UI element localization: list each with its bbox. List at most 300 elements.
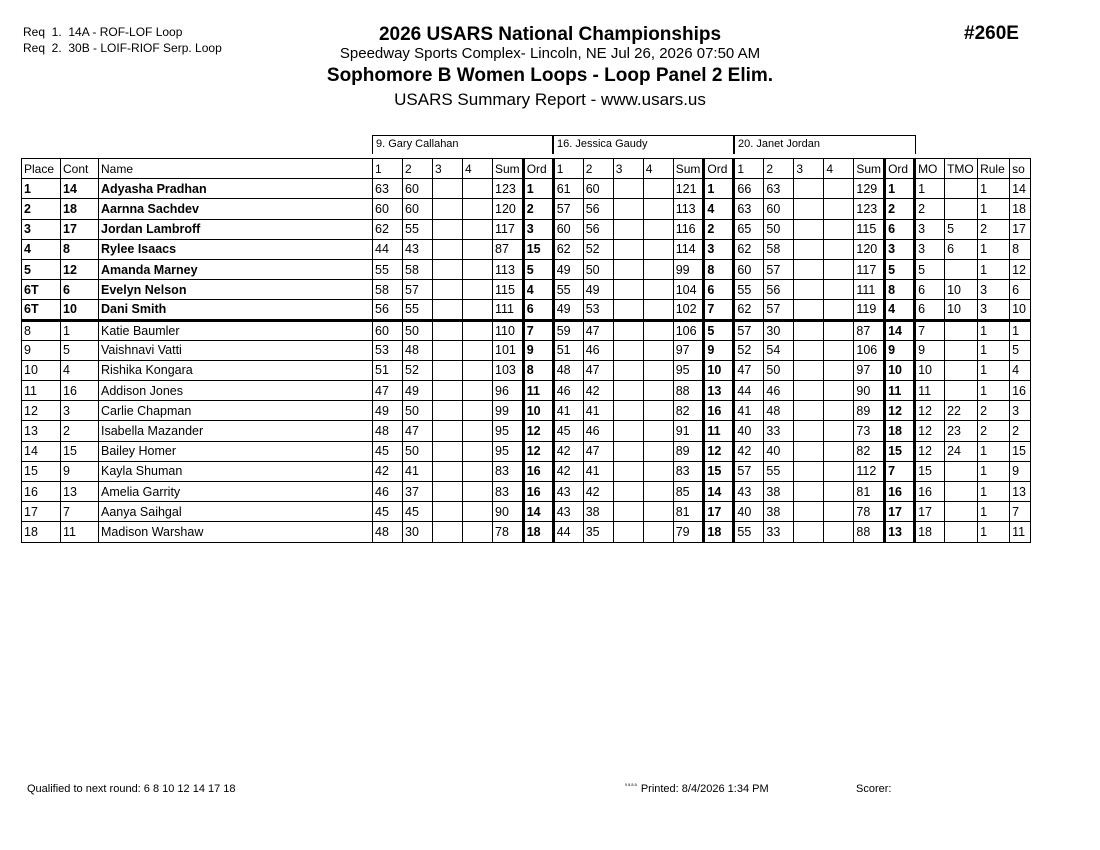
- so-cell: 2: [1010, 421, 1031, 441]
- j2-cell: 10: [704, 360, 734, 380]
- j3-cell: [824, 320, 854, 340]
- j2-cell: [643, 401, 673, 421]
- event-number: #260E: [964, 23, 1019, 44]
- j2-cell: 79: [673, 522, 704, 542]
- j3-cell: 57: [764, 300, 794, 320]
- j3-cell: 40: [734, 421, 764, 441]
- j2-cell: 49: [553, 300, 583, 320]
- j1-cell: 123: [493, 179, 524, 199]
- j3-cell: 47: [734, 360, 764, 380]
- j3-cell: 81: [854, 482, 885, 502]
- j1-cell: [433, 461, 463, 481]
- j1-cell: 30: [403, 522, 433, 542]
- j2-cell: 41: [553, 401, 583, 421]
- mo-cell: 6: [915, 300, 945, 320]
- place-cell: 11: [22, 381, 61, 401]
- j3-cell: [824, 259, 854, 279]
- j1-cell: [433, 199, 463, 219]
- cont-cell: 2: [61, 421, 99, 441]
- cont-cell: 5: [61, 340, 99, 360]
- j2-cell: 82: [673, 401, 704, 421]
- j3-cell: 115: [854, 219, 885, 239]
- table-row: [22, 300, 1031, 320]
- col-judge1-1: 1: [373, 159, 403, 179]
- col-judge2-6: Ord: [704, 159, 734, 179]
- table-row: [22, 360, 1031, 380]
- mo-cell: 3: [915, 219, 945, 239]
- so-cell: 18: [1010, 199, 1031, 219]
- j3-cell: [794, 219, 824, 239]
- j2-cell: 35: [583, 522, 613, 542]
- j1-cell: [433, 441, 463, 461]
- j2-cell: 97: [673, 340, 704, 360]
- j1-cell: 12: [523, 421, 553, 441]
- scorer-label: Scorer:: [856, 783, 892, 795]
- rule-cell: 3: [978, 300, 1010, 320]
- col-cont: Cont: [61, 159, 99, 179]
- j2-cell: 42: [553, 441, 583, 461]
- mo-cell: 12: [915, 441, 945, 461]
- j2-cell: [643, 280, 673, 300]
- j3-cell: 54: [764, 340, 794, 360]
- j3-cell: 111: [854, 280, 885, 300]
- rule-cell: 1: [978, 381, 1010, 401]
- j3-cell: [794, 259, 824, 279]
- j2-cell: [613, 461, 643, 481]
- table-row: [22, 340, 1031, 360]
- j1-cell: 113: [493, 259, 524, 279]
- mo-cell: 5: [915, 259, 945, 279]
- so-cell: 11: [1010, 522, 1031, 542]
- j3-cell: 11: [885, 381, 915, 401]
- j2-cell: [613, 522, 643, 542]
- cont-cell: 7: [61, 502, 99, 522]
- j1-cell: 62: [373, 219, 403, 239]
- j3-cell: 60: [764, 199, 794, 219]
- mo-cell: 18: [915, 522, 945, 542]
- j1-cell: [463, 320, 493, 340]
- j1-cell: [463, 421, 493, 441]
- rule-cell: 2: [978, 401, 1010, 421]
- j2-cell: 60: [583, 179, 613, 199]
- j2-cell: [613, 320, 643, 340]
- j2-cell: 85: [673, 482, 704, 502]
- rule-cell: 1: [978, 441, 1010, 461]
- j2-cell: 91: [673, 421, 704, 441]
- j3-cell: 4: [885, 300, 915, 320]
- j3-cell: 30: [764, 320, 794, 340]
- j2-cell: 47: [583, 441, 613, 461]
- place-cell: 17: [22, 502, 61, 522]
- j1-cell: 78: [493, 522, 524, 542]
- j2-cell: 114: [673, 239, 704, 259]
- j1-cell: 5: [523, 259, 553, 279]
- j2-cell: 51: [553, 340, 583, 360]
- page-title: 2026 USARS National Championships: [378, 24, 722, 45]
- j2-cell: 9: [704, 340, 734, 360]
- j1-cell: 1: [523, 179, 553, 199]
- qualified-list: Qualified to next round: 6 8 10 12 14 17 18: [27, 783, 236, 795]
- j2-cell: 48: [553, 360, 583, 380]
- j2-cell: 16: [704, 401, 734, 421]
- rule-cell: 1: [978, 502, 1010, 522]
- j3-cell: [824, 300, 854, 320]
- place-cell: 2: [22, 199, 61, 219]
- j3-cell: [824, 482, 854, 502]
- j2-cell: [613, 482, 643, 502]
- j1-cell: 120: [493, 199, 524, 219]
- j3-cell: [824, 280, 854, 300]
- name-cell: Jordan Lambroff: [99, 219, 373, 239]
- j2-cell: 116: [673, 219, 704, 239]
- venue-line: Speedway Sports Complex- Lincoln, NE Jul 26, 2026 07:50 AM: [339, 45, 761, 62]
- mo-cell: 16: [915, 482, 945, 502]
- print-mark: ˢᵃᵃᵃ: [625, 783, 638, 790]
- j2-cell: [643, 199, 673, 219]
- j2-cell: 46: [553, 381, 583, 401]
- j3-cell: 38: [764, 502, 794, 522]
- mo-cell: 9: [915, 340, 945, 360]
- col-judge3-4: 4: [824, 159, 854, 179]
- so-cell: 17: [1010, 219, 1031, 239]
- col-judge3-1: 1: [734, 159, 764, 179]
- col-name: Name: [99, 159, 373, 179]
- so-cell: 5: [1010, 340, 1031, 360]
- j1-cell: 53: [373, 340, 403, 360]
- j1-cell: 12: [523, 441, 553, 461]
- rule-cell: 1: [978, 461, 1010, 481]
- j3-cell: [794, 401, 824, 421]
- j1-cell: [463, 502, 493, 522]
- j1-cell: 4: [523, 280, 553, 300]
- cont-cell: 18: [61, 199, 99, 219]
- j3-cell: 5: [885, 259, 915, 279]
- so-cell: 10: [1010, 300, 1031, 320]
- j3-cell: 119: [854, 300, 885, 320]
- j3-cell: [824, 441, 854, 461]
- j2-cell: 53: [583, 300, 613, 320]
- name-cell: Rylee Isaacs: [99, 239, 373, 259]
- j2-cell: 99: [673, 259, 704, 279]
- place-cell: 4: [22, 239, 61, 259]
- j2-cell: 56: [583, 199, 613, 219]
- cont-cell: 11: [61, 522, 99, 542]
- j1-cell: 55: [373, 259, 403, 279]
- j2-cell: 60: [553, 219, 583, 239]
- so-cell: 7: [1010, 502, 1031, 522]
- j3-cell: 17: [885, 502, 915, 522]
- j2-cell: 50: [583, 259, 613, 279]
- col-rule: Rule: [978, 159, 1010, 179]
- so-cell: 8: [1010, 239, 1031, 259]
- j1-cell: [463, 340, 493, 360]
- j2-cell: 14: [704, 482, 734, 502]
- j2-cell: [613, 179, 643, 199]
- j1-cell: [463, 360, 493, 380]
- rule-cell: 1: [978, 522, 1010, 542]
- j3-cell: 15: [885, 441, 915, 461]
- rule-cell: 3: [978, 280, 1010, 300]
- j3-cell: 10: [885, 360, 915, 380]
- j3-cell: 63: [734, 199, 764, 219]
- j2-cell: 95: [673, 360, 704, 380]
- j1-cell: [463, 482, 493, 502]
- j2-cell: 2: [704, 219, 734, 239]
- cont-cell: 14: [61, 179, 99, 199]
- header-row: [22, 159, 1031, 179]
- j1-cell: 56: [373, 300, 403, 320]
- table-row: [22, 381, 1031, 401]
- j2-cell: 47: [583, 320, 613, 340]
- so-cell: 6: [1010, 280, 1031, 300]
- rule-cell: 1: [978, 259, 1010, 279]
- j2-cell: [613, 421, 643, 441]
- j1-cell: [433, 522, 463, 542]
- j1-cell: 48: [373, 522, 403, 542]
- j3-cell: [824, 401, 854, 421]
- j3-cell: 66: [734, 179, 764, 199]
- table-row: [22, 239, 1031, 259]
- j1-cell: 87: [493, 239, 524, 259]
- j2-cell: 49: [553, 259, 583, 279]
- table-row: [22, 280, 1031, 300]
- j2-cell: 47: [583, 360, 613, 380]
- j3-cell: [794, 421, 824, 441]
- j3-cell: 50: [764, 360, 794, 380]
- results-table: [21, 158, 1031, 543]
- tmo-cell: [945, 179, 978, 199]
- j1-cell: 49: [403, 381, 433, 401]
- j3-cell: 117: [854, 259, 885, 279]
- j1-cell: 49: [373, 401, 403, 421]
- name-cell: Isabella Mazander: [99, 421, 373, 441]
- j2-cell: [613, 219, 643, 239]
- requirement-1: Req 1. 14A - ROF-LOF Loop: [23, 25, 183, 39]
- col-judge2-2: 2: [583, 159, 613, 179]
- j2-cell: 83: [673, 461, 704, 481]
- j1-cell: [433, 320, 463, 340]
- mo-cell: 1: [915, 179, 945, 199]
- j3-cell: 123: [854, 199, 885, 219]
- j3-cell: 44: [734, 381, 764, 401]
- tmo-cell: [945, 482, 978, 502]
- j3-cell: 63: [764, 179, 794, 199]
- mo-cell: 17: [915, 502, 945, 522]
- j2-cell: [613, 381, 643, 401]
- j3-cell: [794, 482, 824, 502]
- table-row: [22, 259, 1031, 279]
- j1-cell: [433, 280, 463, 300]
- j2-cell: 104: [673, 280, 704, 300]
- so-cell: 14: [1010, 179, 1031, 199]
- j3-cell: 40: [734, 502, 764, 522]
- tmo-cell: [945, 522, 978, 542]
- j3-cell: [824, 461, 854, 481]
- cont-cell: 4: [61, 360, 99, 380]
- j2-cell: [643, 482, 673, 502]
- place-cell: 1: [22, 179, 61, 199]
- col-judge1-5: Sum: [493, 159, 524, 179]
- j1-cell: 15: [523, 239, 553, 259]
- j3-cell: 9: [885, 340, 915, 360]
- tmo-cell: [945, 320, 978, 340]
- place-cell: 9: [22, 340, 61, 360]
- cont-cell: 9: [61, 461, 99, 481]
- j3-cell: [824, 239, 854, 259]
- place-cell: 18: [22, 522, 61, 542]
- j2-cell: 55: [553, 280, 583, 300]
- name-cell: Bailey Homer: [99, 441, 373, 461]
- j1-cell: 83: [493, 482, 524, 502]
- j1-cell: 41: [403, 461, 433, 481]
- j3-cell: 56: [764, 280, 794, 300]
- j1-cell: 55: [403, 219, 433, 239]
- rule-cell: 1: [978, 340, 1010, 360]
- j2-cell: [613, 441, 643, 461]
- j2-cell: 56: [583, 219, 613, 239]
- table-row: [22, 320, 1031, 340]
- j1-cell: 11: [523, 381, 553, 401]
- mo-cell: 10: [915, 360, 945, 380]
- place-cell: 15: [22, 461, 61, 481]
- judge-1-label: 9. Gary Callahan: [372, 135, 553, 154]
- col-judge1-6: Ord: [523, 159, 553, 179]
- j2-cell: [643, 219, 673, 239]
- j2-cell: [643, 239, 673, 259]
- j2-cell: 44: [553, 522, 583, 542]
- j2-cell: 45: [553, 421, 583, 441]
- j1-cell: [463, 219, 493, 239]
- j3-cell: 129: [854, 179, 885, 199]
- j2-cell: 89: [673, 441, 704, 461]
- tmo-cell: 24: [945, 441, 978, 461]
- j2-cell: [643, 522, 673, 542]
- j3-cell: 55: [764, 461, 794, 481]
- cont-cell: 6: [61, 280, 99, 300]
- j3-cell: [794, 280, 824, 300]
- j2-cell: 121: [673, 179, 704, 199]
- results-body: [22, 179, 1031, 542]
- j3-cell: 18: [885, 421, 915, 441]
- table-row: [22, 441, 1031, 461]
- j2-cell: [643, 381, 673, 401]
- j1-cell: 99: [493, 401, 524, 421]
- name-cell: Katie Baumler: [99, 320, 373, 340]
- j2-cell: 13: [704, 381, 734, 401]
- table-row: [22, 219, 1031, 239]
- j3-cell: 43: [734, 482, 764, 502]
- j1-cell: 83: [493, 461, 524, 481]
- j3-cell: [824, 421, 854, 441]
- j1-cell: [433, 239, 463, 259]
- j1-cell: 90: [493, 502, 524, 522]
- mo-cell: 12: [915, 401, 945, 421]
- j2-cell: 6: [704, 280, 734, 300]
- j2-cell: [643, 421, 673, 441]
- j3-cell: 88: [854, 522, 885, 542]
- j1-cell: [433, 401, 463, 421]
- mo-cell: 3: [915, 239, 945, 259]
- j2-cell: [643, 340, 673, 360]
- name-cell: Amelia Garrity: [99, 482, 373, 502]
- name-cell: Dani Smith: [99, 300, 373, 320]
- col-judge2-4: 4: [643, 159, 673, 179]
- j3-cell: 58: [764, 239, 794, 259]
- place-cell: 12: [22, 401, 61, 421]
- j1-cell: 50: [403, 441, 433, 461]
- j2-cell: 38: [583, 502, 613, 522]
- j3-cell: 40: [764, 441, 794, 461]
- j2-cell: 81: [673, 502, 704, 522]
- j1-cell: 46: [373, 482, 403, 502]
- j3-cell: [824, 522, 854, 542]
- col-judge2-5: Sum: [673, 159, 704, 179]
- j2-cell: [613, 239, 643, 259]
- tmo-cell: [945, 502, 978, 522]
- j3-cell: 87: [854, 320, 885, 340]
- j3-cell: 55: [734, 280, 764, 300]
- judge-3-label: 20. Janet Jordan: [734, 135, 916, 154]
- j2-cell: 113: [673, 199, 704, 219]
- name-cell: Evelyn Nelson: [99, 280, 373, 300]
- so-cell: 1: [1010, 320, 1031, 340]
- j2-cell: 52: [583, 239, 613, 259]
- col-judge3-5: Sum: [854, 159, 885, 179]
- place-cell: 3: [22, 219, 61, 239]
- j2-cell: [613, 340, 643, 360]
- rule-cell: 2: [978, 421, 1010, 441]
- j1-cell: [433, 421, 463, 441]
- j3-cell: [794, 239, 824, 259]
- table-row: [22, 482, 1031, 502]
- j2-cell: 57: [553, 199, 583, 219]
- j3-cell: [794, 199, 824, 219]
- j2-cell: [643, 502, 673, 522]
- table-row: [22, 179, 1031, 199]
- j2-cell: 3: [704, 239, 734, 259]
- j1-cell: 48: [403, 340, 433, 360]
- j2-cell: 11: [704, 421, 734, 441]
- j3-cell: 46: [764, 381, 794, 401]
- j2-cell: [643, 461, 673, 481]
- j1-cell: 8: [523, 360, 553, 380]
- j3-cell: 52: [734, 340, 764, 360]
- j1-cell: 110: [493, 320, 524, 340]
- j3-cell: 65: [734, 219, 764, 239]
- j1-cell: 37: [403, 482, 433, 502]
- j1-cell: [433, 381, 463, 401]
- tmo-cell: [945, 340, 978, 360]
- j1-cell: 42: [373, 461, 403, 481]
- printed-timestamp: [625, 783, 769, 795]
- cont-cell: 13: [61, 482, 99, 502]
- name-cell: Madison Warshaw: [99, 522, 373, 542]
- j2-cell: 61: [553, 179, 583, 199]
- rule-cell: 1: [978, 199, 1010, 219]
- table-row: [22, 421, 1031, 441]
- j1-cell: 58: [403, 259, 433, 279]
- j3-cell: 33: [764, 421, 794, 441]
- j1-cell: 58: [373, 280, 403, 300]
- rule-cell: 1: [978, 482, 1010, 502]
- j1-cell: 103: [493, 360, 524, 380]
- place-cell: 6T: [22, 280, 61, 300]
- j1-cell: 60: [403, 179, 433, 199]
- j2-cell: 42: [583, 381, 613, 401]
- mo-cell: 12: [915, 421, 945, 441]
- col-judge2-3: 3: [613, 159, 643, 179]
- name-cell: Amanda Marney: [99, 259, 373, 279]
